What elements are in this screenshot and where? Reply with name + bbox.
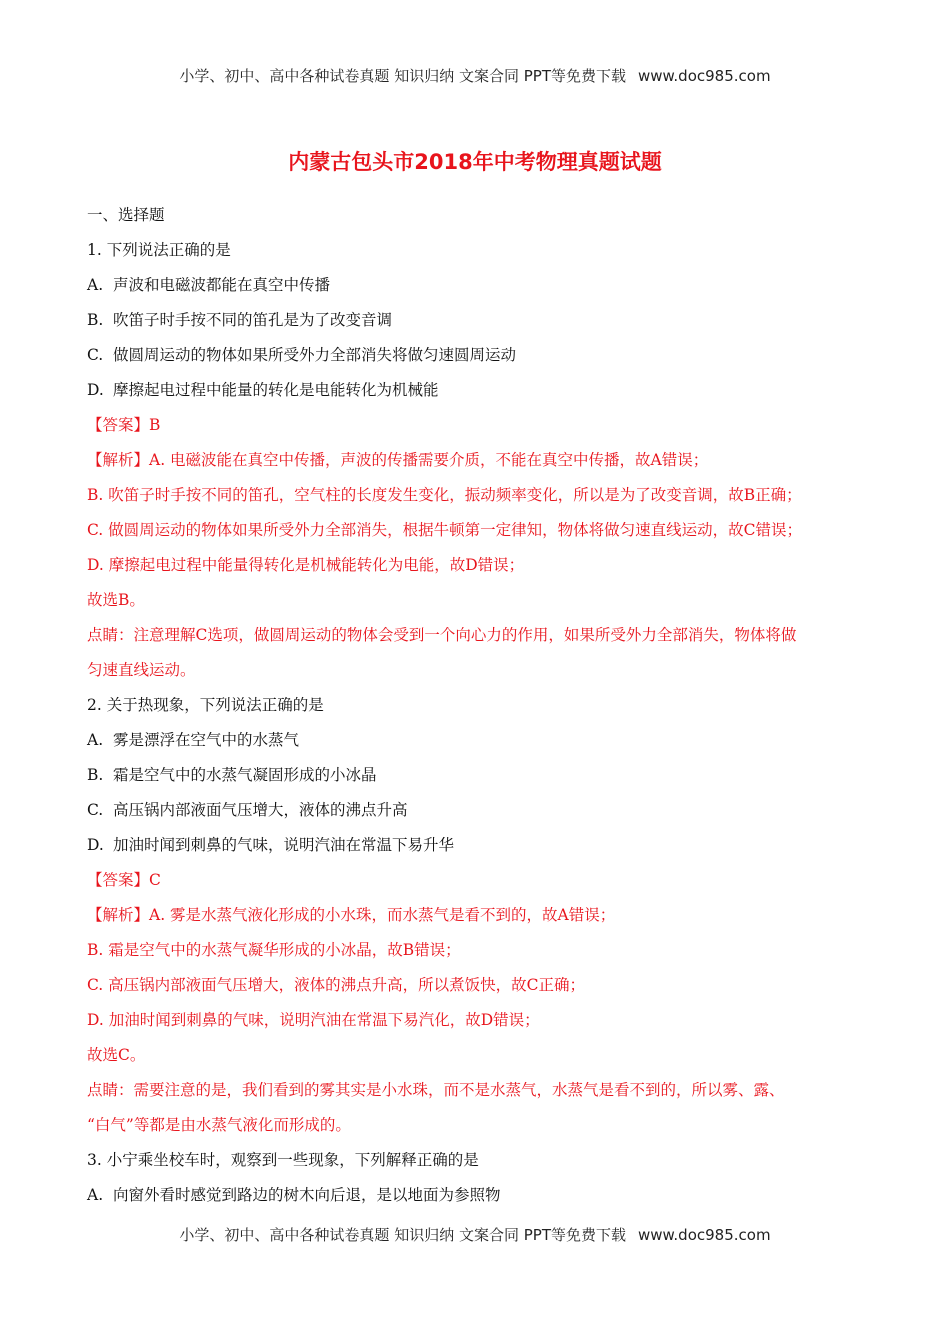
page-title: 内蒙古包头市2018年中考物理真题试题 <box>288 150 662 174</box>
option-letter: B. <box>87 766 104 784</box>
q1-option-a <box>87 268 867 303</box>
document-body <box>87 198 867 1213</box>
q1-choice: 故选B。 <box>87 591 145 609</box>
q1-analysis-a: 【解析】A. 电磁波能在真空中传播，声波的传播需要介质，不能在真空中传播，故A错误； <box>87 451 709 469</box>
option-letter: B. <box>87 311 104 329</box>
q1-comment: 点睛：注意理解C选项，做圆周运动的物体会受到一个向心力的作用，如果所受外力全部消失，物体将做 <box>87 626 797 644</box>
banner-url[interactable]: www.doc985.com <box>637 67 771 85</box>
option-text: 做圆周运动的物体如果所受外力全部消失将做匀速圆周运动 <box>113 346 517 364</box>
section-heading: 一、选择题 <box>87 206 165 224</box>
q1-analysis-d: D. 摩擦起电过程中能量得转化是机械能转化为电能，故D错误； <box>87 556 525 574</box>
option-text: 声波和电磁波都能在真空中传播 <box>113 276 331 294</box>
banner-url[interactable]: www.doc985.com <box>637 1226 771 1244</box>
q1-option-d <box>87 373 867 408</box>
option-text: 高压锅内部液面气压增大，液体的沸点升高 <box>113 801 408 819</box>
option-text: 加油时闻到刺鼻的气味，说明汽油在常温下易升华 <box>113 836 455 854</box>
q2-analysis-d: D. 加油时闻到刺鼻的气味，说明汽油在常温下易汽化，故D错误； <box>87 1011 540 1029</box>
q1-stem: 1. 下列说法正确的是 <box>87 241 231 259</box>
q2-stem: 2. 关于热现象，下列说法正确的是 <box>87 696 324 714</box>
banner-text: 小学、初中、高中各种试卷真题 知识归纳 文案合同 PPT等免费下载 <box>179 67 626 85</box>
q1-analysis-b: B. 吹笛子时手按不同的笛孔，空气柱的长度发生变化，振动频率变化，所以是为了改变音调，故B正确； <box>87 486 802 504</box>
q3-option-a <box>87 1178 867 1213</box>
q2-analysis-a: 【解析】A. 雾是水蒸气液化形成的小水珠，而水蒸气是看不到的，故A错误； <box>87 906 616 924</box>
option-letter: C. <box>87 801 104 819</box>
footer-banner <box>0 1225 950 1245</box>
q1-answer: 【答案】B <box>87 416 161 434</box>
option-text: 向窗外看时感觉到路边的树木向后退，是以地面为参照物 <box>113 1186 501 1204</box>
q1-comment-cont: 匀速直线运动。 <box>87 661 196 679</box>
option-letter: D. <box>87 836 104 854</box>
q2-option-a <box>87 723 867 758</box>
q2-option-b <box>87 758 867 793</box>
q2-choice: 故选C。 <box>87 1046 146 1064</box>
option-letter: A. <box>87 1186 104 1204</box>
option-text: 吹笛子时手按不同的笛孔是为了改变音调 <box>113 311 393 329</box>
option-letter: C. <box>87 346 104 364</box>
q2-option-c <box>87 793 867 828</box>
q2-comment: 点睛：需要注意的是，我们看到的雾其实是小水珠，而不是水蒸气，水蒸气是看不到的，所以雾、露、 <box>87 1081 785 1099</box>
q2-comment-cont: “白气”等都是由水蒸气液化而形成的。 <box>87 1116 351 1134</box>
q2-analysis-b: B. 霜是空气中的水蒸气凝华形成的小冰晶，故B错误； <box>87 941 461 959</box>
banner-text: 小学、初中、高中各种试卷真题 知识归纳 文案合同 PPT等免费下载 <box>179 1226 626 1244</box>
option-text: 摩擦起电过程中能量的转化是电能转化为机械能 <box>113 381 439 399</box>
option-text: 雾是漂浮在空气中的水蒸气 <box>113 731 300 749</box>
option-letter: A. <box>87 276 104 294</box>
q2-answer: 【答案】C <box>87 871 161 889</box>
q3-stem: 3. 小宁乘坐校车时，观察到一些现象，下列解释正确的是 <box>87 1151 479 1169</box>
q2-analysis-c: C. 高压锅内部液面气压增大，液体的沸点升高，所以煮饭快，故C正确； <box>87 976 586 994</box>
q2-option-d <box>87 828 867 863</box>
option-letter: A. <box>87 731 104 749</box>
header-banner <box>0 66 950 86</box>
q1-option-b <box>87 303 867 338</box>
option-letter: D. <box>87 381 104 399</box>
q1-analysis-c: C. 做圆周运动的物体如果所受外力全部消失，根据牛顿第一定律知，物体将做匀速直线运动，故C错误； <box>87 521 803 539</box>
q1-option-c <box>87 338 867 373</box>
option-text: 霜是空气中的水蒸气凝固形成的小冰晶 <box>113 766 377 784</box>
